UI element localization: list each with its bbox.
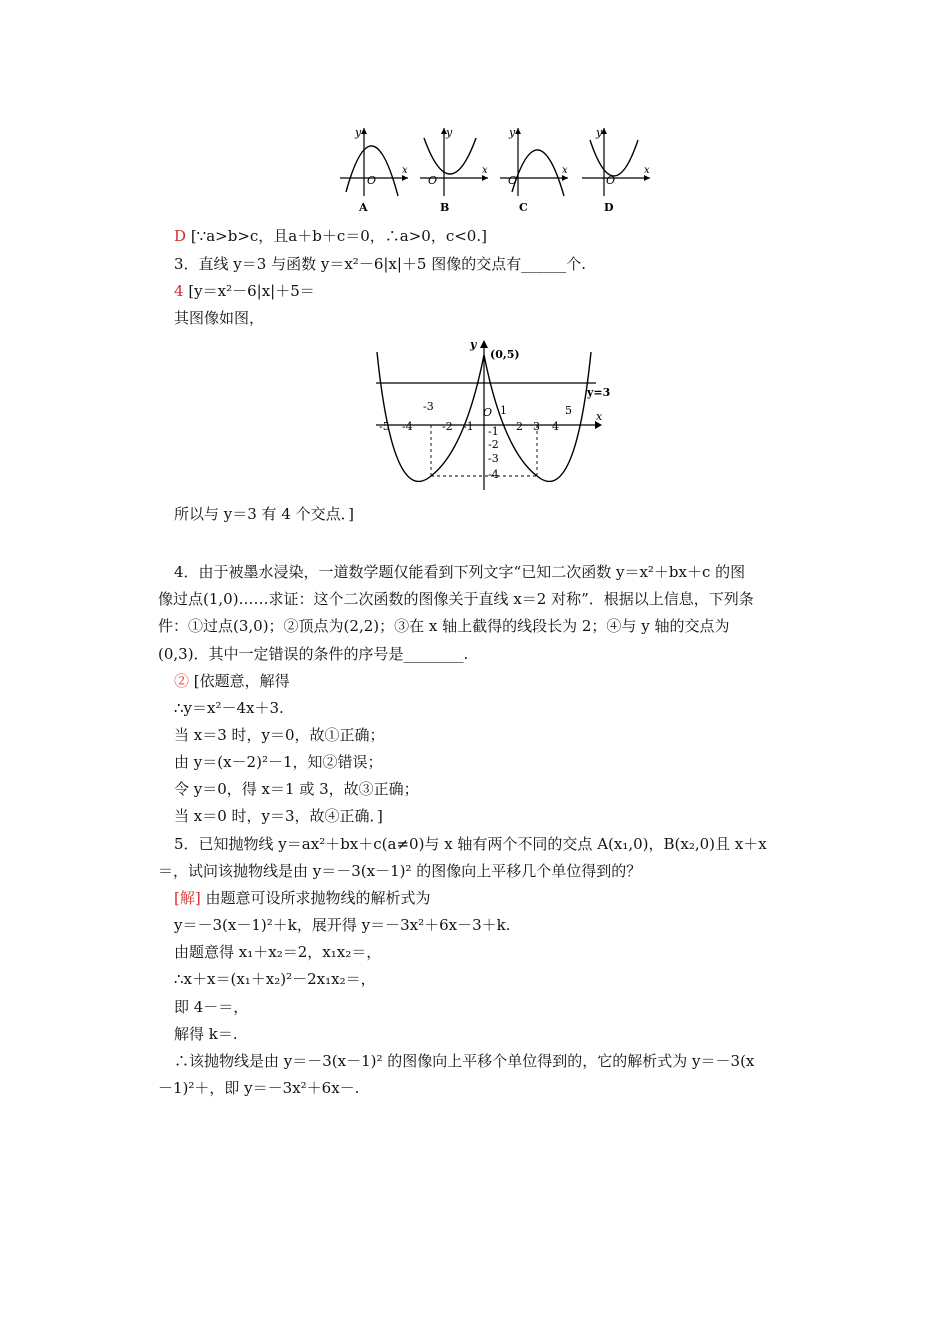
q4-answer-text: [依题意，解得 <box>193 672 290 690</box>
tick-3: 3 <box>533 420 540 433</box>
q5-solution-tag: [解] <box>174 889 201 907</box>
big-graph-line-label: y=3 <box>587 386 611 399</box>
graph-a-origin: O <box>367 174 377 187</box>
y-tick-neg4: -4 <box>488 468 499 481</box>
q4-answer-line <box>174 671 290 691</box>
q5-solution-intro-text: 由题意可设所求抛物线的解析式为 <box>205 889 431 907</box>
graph-a-x-label: x <box>402 165 408 176</box>
q4-step3: 由 y＝(x－2)²－1，知②错误； <box>174 753 383 771</box>
tick-neg2: -2 <box>442 420 453 433</box>
q5-step3: ∴x＋x＝(x₁＋x₂)²－2x₁x₂＝， <box>174 970 376 988</box>
tick-neg3: -3 <box>423 400 434 413</box>
q5-step7: －1)²＋，即 y＝－3x²＋6x－. <box>158 1079 360 1097</box>
q4-line2: 像过点(1,0)……求证：这个二次函数的图像关于直线 x＝2 对称”．根据以上信息，下列条 <box>158 590 754 608</box>
q4-step4: 令 y＝0，得 x＝1 或 3，故③正确； <box>174 780 419 798</box>
big-graph-point-label: (0,5) <box>490 348 520 361</box>
q3-answer-num: 4 <box>174 282 184 300</box>
graph-b-x-label: x <box>482 165 488 176</box>
y-tick-neg1: -1 <box>488 425 499 438</box>
graph-a-y-label: y <box>355 126 362 139</box>
graph-d-origin: O <box>606 174 616 187</box>
big-graph-y-label: y <box>470 338 477 351</box>
y-tick-neg2: -2 <box>488 438 499 451</box>
graph-d-x-label: x <box>644 165 650 176</box>
graph-a-label: A <box>359 201 368 214</box>
q5-solution-intro <box>174 888 431 908</box>
tick-4: 4 <box>552 420 559 433</box>
q3-graph-intro: 其图像如图， <box>174 309 265 327</box>
q5-line2: ＝，试问该抛物线是由 y＝－3(x－1)² 的图像向上平移几个单位得到的？ <box>158 862 642 880</box>
tick-neg1: -1 <box>463 420 474 433</box>
graph-b-origin: O <box>428 174 438 187</box>
q4-answer-num: ② <box>174 672 190 690</box>
graph-b-y-label: y <box>446 126 453 139</box>
q4-line3: 件：①过点(3,0)；②顶点为(2,2)；③在 x 轴上截得的线段长为 2；④与 y 轴的交点为 <box>158 617 730 635</box>
tick-neg5: -5 <box>379 420 390 433</box>
tick-neg4: -4 <box>402 420 413 433</box>
y-tick-neg3: -3 <box>488 452 499 465</box>
graph-b-label: B <box>440 201 450 214</box>
function-graph <box>0 0 950 500</box>
q2-answer-text: [∵a>b>c，且a＋b＋c＝0，∴a>0，c<0.] <box>190 227 487 245</box>
q3-conclusion: 所以与 y＝3 有 4 个交点．] <box>174 505 354 523</box>
q5-line1: 5．已知抛物线 y＝ax²＋bx＋c(a≠0)与 x 轴有两个不同的交点 A(x₁,0)，B(x₂,0)且 x＋x <box>174 835 767 853</box>
big-graph-origin: O <box>483 406 493 419</box>
q5-step4: 即 4－＝， <box>174 998 249 1016</box>
q2-answer-letter: D <box>174 227 187 245</box>
big-graph-x-label: x <box>596 410 603 423</box>
graph-c-label: C <box>519 201 528 214</box>
q4-line1: 4．由于被墨水浸染，一道数学题仅能看到下列文字“已知二次函数 y＝x²＋bx＋c 的图 <box>174 563 746 581</box>
q3-question: 3．直线 y＝3 与函数 y＝x²－6|x|＋5 图像的交点有______个. <box>174 255 587 273</box>
q5-step2: 由题意得 x₁＋x₂＝2，x₁x₂＝， <box>174 943 382 961</box>
graph-d-label: D <box>604 201 614 214</box>
graph-d-y-label: y <box>596 126 603 139</box>
q4-step5: 当 x＝0 时，y＝3，故④正确．] <box>174 807 383 825</box>
q5-step5: 解得 k＝. <box>174 1025 238 1043</box>
q5-step6: ∴该抛物线是由 y＝－3(x－1)² 的图像向上平移个单位得到的，它的解析式为 y＝－3(x <box>174 1052 755 1070</box>
q4-step2: 当 x＝3 时，y＝0，故①正确； <box>174 726 385 744</box>
q5-step1: y＝－3(x－1)²＋k，展开得 y＝－3x²＋6x－3＋k. <box>174 916 511 934</box>
q3-answer-text: [y＝x²－6|x|＋5＝ <box>188 282 315 300</box>
tick-5: 5 <box>565 404 572 417</box>
graph-c-origin: O <box>508 174 518 187</box>
graph-c-y-label: y <box>509 126 516 139</box>
graph-c-x-label: x <box>562 165 568 176</box>
q4-line4: (0,3)．其中一定错误的条件的序号是________. <box>158 645 469 663</box>
tick-2: 2 <box>516 420 523 433</box>
q4-step1: ∴y＝x²－4x＋3. <box>174 699 284 717</box>
tick-1: 1 <box>500 404 507 417</box>
